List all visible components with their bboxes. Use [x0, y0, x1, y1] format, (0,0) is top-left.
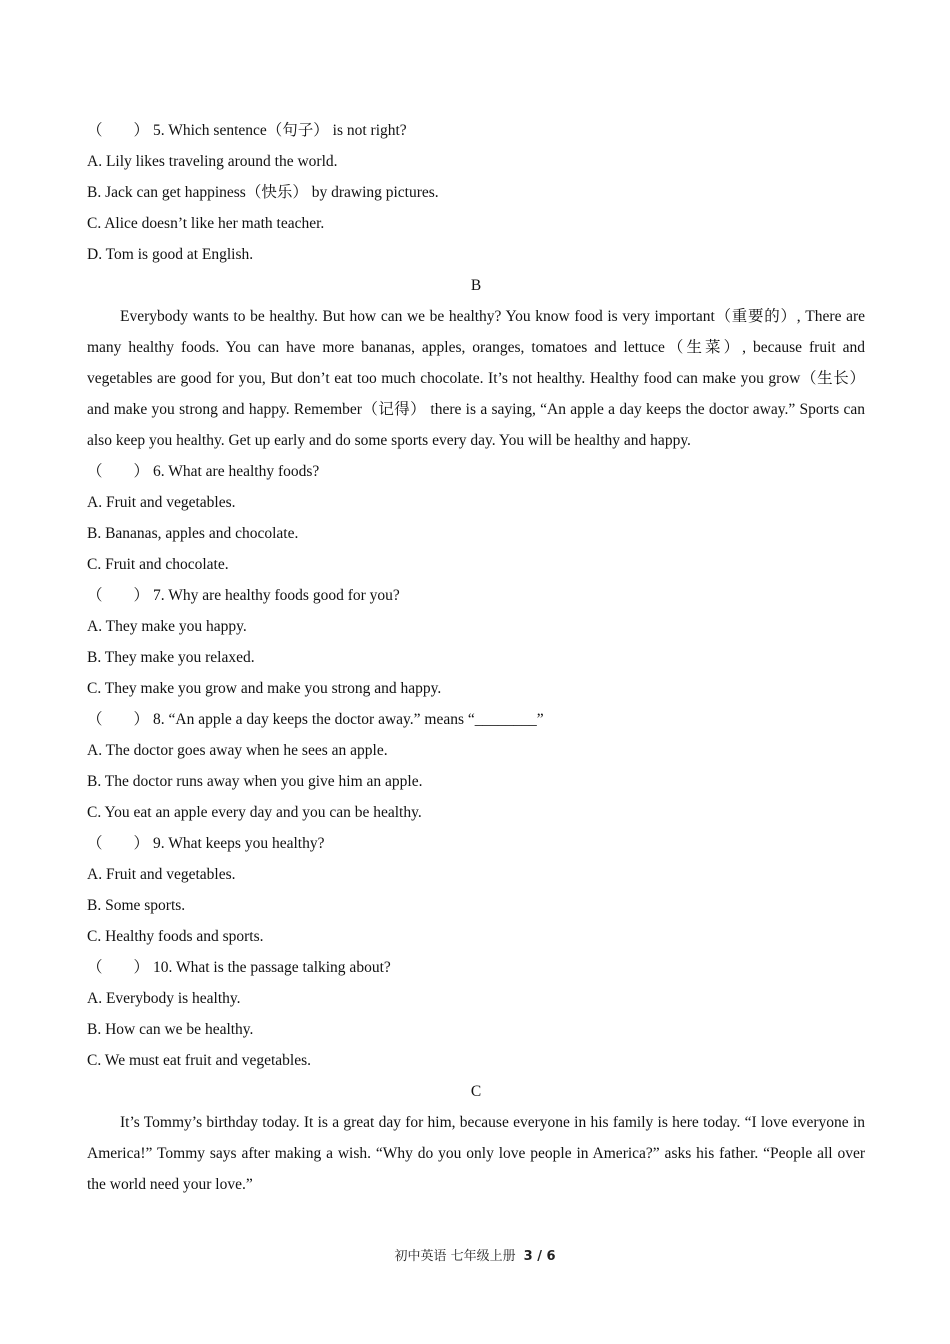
option: D. Tom is good at English.: [87, 246, 254, 263]
document-page: [87, 115, 865, 1200]
question-text: 5. Which sentence（句子） is not right?: [153, 122, 407, 139]
option: B. Some sports.: [87, 897, 186, 914]
option: A. Everybody is healthy.: [87, 990, 241, 1007]
option: B. How can we be healthy.: [87, 1021, 254, 1038]
answer-blank: （ ）: [87, 835, 150, 852]
option: C. We must eat fruit and vegetables.: [87, 1052, 312, 1069]
question-5: [87, 115, 865, 146]
answer-blank: （ ）: [87, 587, 150, 604]
option: B. They make you relaxed.: [87, 649, 255, 666]
option: A. Fruit and vegetables.: [87, 494, 236, 511]
question-8: [87, 704, 865, 735]
option: B. Bananas, apples and chocolate.: [87, 525, 299, 542]
option: C. You eat an apple every day and you can be healthy.: [87, 804, 422, 821]
page-number: 3 / 6: [523, 1249, 556, 1264]
option: A. The doctor goes away when he sees an apple.: [87, 742, 388, 759]
question-text: 8. “An apple a day keeps the doctor away.” means “________”: [153, 711, 544, 728]
answer-blank: （ ）: [87, 463, 150, 480]
option: C. Alice doesn’t like her math teacher.: [87, 215, 325, 232]
question-text: 7. Why are healthy foods good for you?: [153, 587, 400, 604]
option: C. Healthy foods and sports.: [87, 928, 264, 945]
section-c-heading: C: [470, 1083, 482, 1100]
question-10: [87, 952, 865, 983]
option: B. The doctor runs away when you give him an apple.: [87, 773, 423, 790]
option: A. Lily likes traveling around the world.: [87, 153, 338, 170]
question-6: [87, 456, 865, 487]
section-b-passage: Everybody wants to be healthy. But how can we be healthy? You know food is very important（重要的）, There are many healthy foods. You can have more bananas, apples, oranges, tomatoes and lettuce（生菜）, because fruit and vegetables are good for you, But don’t eat too much chocolate. It’s not healthy. Healthy food can make you grow（生长） and make you strong and happy. Remember（记得） there is a saying, “An apple a day keeps the doctor away.” Sports can also keep you healthy. Get up early and do some sports every day. You will be healthy and happy.: [87, 308, 865, 449]
question-7: [87, 580, 865, 611]
question-text: 6. What are healthy foods?: [153, 463, 320, 480]
question-text: 9. What keeps you healthy?: [153, 835, 325, 852]
option: A. They make you happy.: [87, 618, 247, 635]
question-text: 10. What is the passage talking about?: [153, 959, 391, 976]
question-9: [87, 828, 865, 859]
page-footer: [0, 1245, 950, 1264]
footer-label: 初中英语 七年级上册: [394, 1249, 516, 1264]
answer-blank: （ ）: [87, 711, 150, 728]
section-b-heading: B: [470, 277, 482, 294]
option: B. Jack can get happiness（快乐） by drawing pictures.: [87, 184, 439, 201]
answer-blank: （ ）: [87, 959, 150, 976]
option: C. They make you grow and make you strong and happy.: [87, 680, 442, 697]
option: A. Fruit and vegetables.: [87, 866, 236, 883]
option: C. Fruit and chocolate.: [87, 556, 229, 573]
answer-blank: （ ）: [87, 122, 150, 139]
section-c-passage: It’s Tommy’s birthday today. It is a great day for him, because everyone in his family is here today. “I love everyone in America!” Tommy says after making a wish. “Why do you only love people in America?” asks his father. “People all over the world need your love.”: [87, 1114, 865, 1193]
